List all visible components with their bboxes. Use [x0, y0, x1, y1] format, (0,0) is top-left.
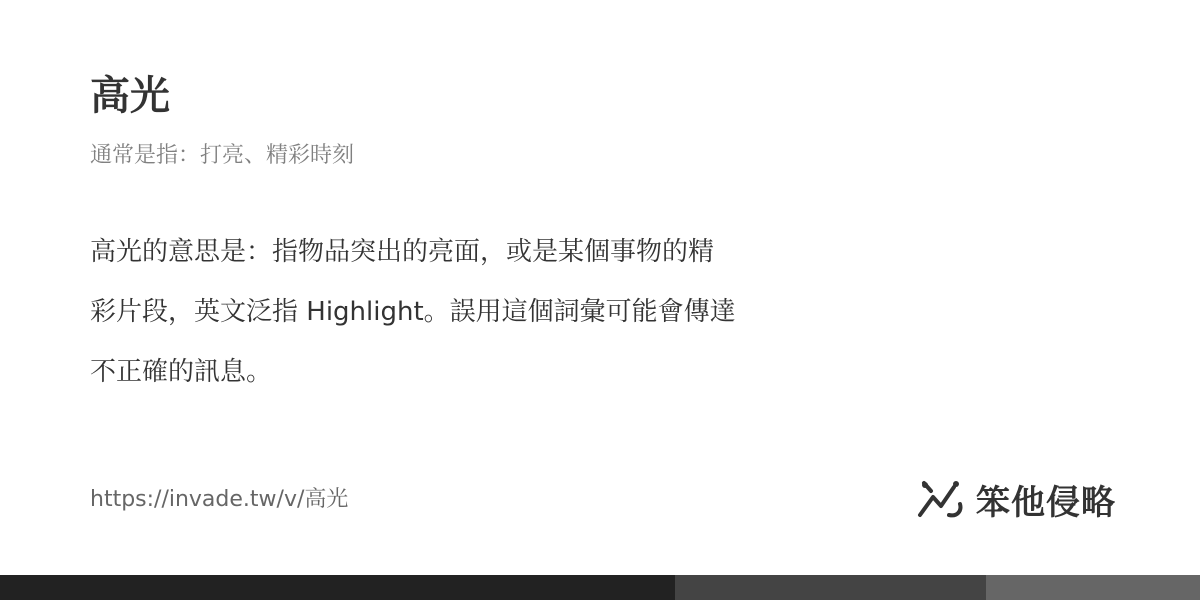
brand-name: 笨他侵略 — [976, 482, 1116, 523]
footer-segment — [0, 575, 675, 600]
footer-segment — [675, 575, 986, 600]
invade-logo-icon — [916, 475, 964, 523]
footer-color-bar — [0, 575, 1200, 600]
subtitle: 通常是指：打亮、精彩時刻 — [90, 143, 355, 168]
footer-segment — [986, 575, 1200, 600]
definition-text — [90, 222, 820, 402]
definition-line: 高光的意思是：指物品突出的亮面，或是某個事物的精 — [90, 237, 715, 267]
brand-logo[interactable] — [916, 474, 1116, 524]
definition-line: 不正確的訊息。 — [90, 357, 273, 387]
definition-line: 彩片段，英文泛指 Highlight。誤用這個詞彙可能會傳達 — [90, 297, 736, 327]
page-url-link[interactable]: https://invade.tw/v/高光 — [90, 487, 349, 512]
page-title: 高光 — [90, 73, 170, 119]
